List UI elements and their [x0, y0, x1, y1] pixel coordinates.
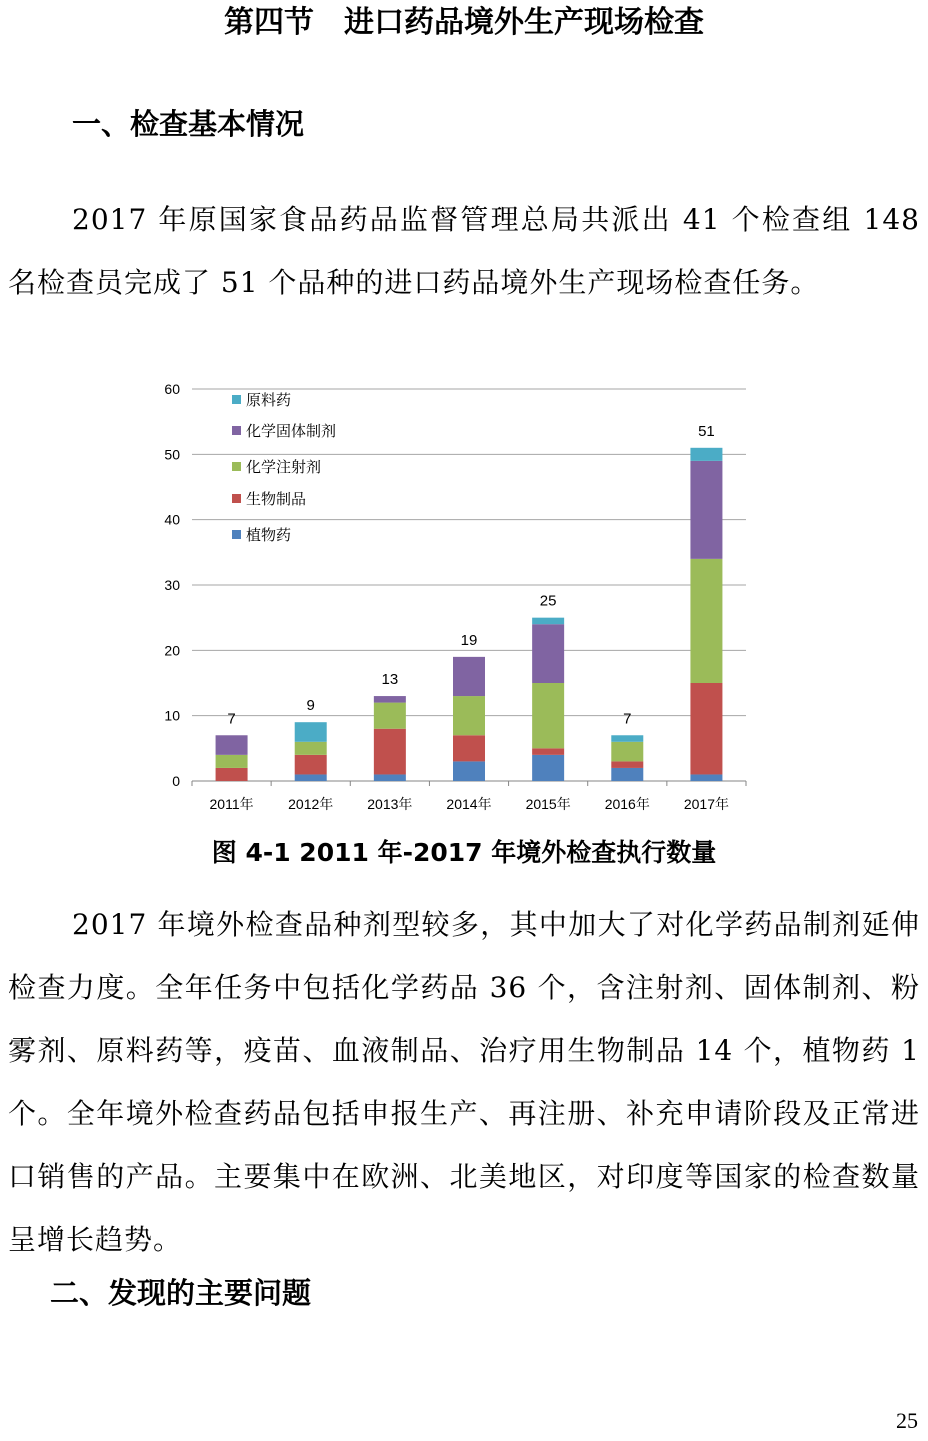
bar-segment	[611, 742, 643, 762]
bar-segment	[374, 729, 406, 775]
bar-segment	[611, 735, 643, 742]
bar-segment	[295, 742, 327, 755]
bar-segment	[532, 755, 564, 781]
y-tick-label: 10	[164, 707, 180, 724]
legend-swatch	[232, 395, 241, 404]
bar-segment	[453, 735, 485, 761]
bar-segment	[532, 618, 564, 625]
legend-label: 化学固体制剂	[246, 423, 337, 440]
bar-segment	[532, 683, 564, 748]
x-tick-label: 2011年	[209, 796, 254, 812]
legend-label: 生物制品	[246, 491, 307, 508]
legend-swatch	[232, 494, 241, 503]
heading-main-issues: 二、发现的主要问题	[50, 1276, 312, 1310]
chart-svg	[150, 372, 760, 822]
bar-segment	[611, 768, 643, 781]
bar-segment	[690, 461, 722, 559]
y-tick-label: 0	[172, 773, 180, 789]
paragraph-summary: 2017 年原国家食品药品监督管理总局共派出 41 个检查组 148 名检查员完成了 51 个品种的进口药品境外生产现场检查任务。	[8, 203, 920, 299]
bar-segment	[295, 722, 327, 742]
bar-segment	[374, 696, 406, 703]
bar-segment	[216, 755, 248, 768]
x-tick-label: 2016年	[604, 796, 650, 812]
x-tick-label: 2013年	[367, 796, 413, 812]
page-number: 25	[896, 1408, 918, 1433]
paragraph-details: 2017 年境外检查品种剂型较多，其中加大了对化学药品制剂延伸检查力度。全年任务中包括化学药品 36 个，含注射剂、固体制剂、粉雾剂、原料药等，疫苗、血液制品、治疗用生物制品 14 个，植物药 1 个。全年境外检查药品包括申报生产、再注册、补充申请阶段及正常进口销售的产品。主要集中在欧洲、北美地区，对印度等国家的检查数量呈增长趋势。	[8, 908, 920, 1256]
y-tick-label: 20	[164, 642, 180, 659]
bar-segment	[690, 774, 722, 781]
bar-total-label: 7	[227, 710, 236, 728]
bar-segment	[295, 774, 327, 781]
y-tick-label: 30	[164, 577, 180, 593]
bar-segment	[453, 696, 485, 735]
bar-total-label: 25	[539, 592, 557, 610]
legend-label: 原料药	[246, 392, 292, 409]
x-tick-label: 2014年	[446, 796, 492, 812]
figure-caption: 图 4-1 2011 年-2017 年境外检查执行数量	[211, 838, 717, 867]
bar-segment	[453, 657, 485, 696]
bar-segment	[374, 774, 406, 781]
bar-total-label: 7	[623, 710, 632, 728]
bar-segment	[532, 748, 564, 755]
bar-total-label: 19	[460, 631, 478, 649]
legend-label: 化学注射剂	[246, 459, 322, 476]
bar-total-label: 13	[381, 671, 399, 689]
bar-segment	[690, 448, 722, 461]
bar-segment	[532, 624, 564, 683]
section-title: 第四节 进口药品境外生产现场检查	[224, 5, 704, 40]
x-tick-label: 2012年	[288, 796, 334, 812]
bar-segment	[453, 761, 485, 781]
heading-basic-info: 一、检查基本情况	[72, 107, 305, 141]
x-tick-label: 2017年	[683, 796, 730, 812]
bar-total-label: 9	[306, 697, 315, 715]
bar-total-label: 51	[698, 422, 715, 440]
x-tick-label: 2015年	[525, 796, 571, 812]
legend-swatch	[232, 530, 241, 539]
bar-segment	[295, 755, 327, 775]
y-tick-label: 50	[164, 446, 180, 463]
y-tick-label: 40	[164, 511, 180, 528]
legend-swatch	[232, 462, 241, 471]
bar-segment	[216, 735, 248, 755]
bar-segment	[216, 768, 248, 781]
bar-segment	[690, 559, 722, 683]
legend-label: 植物药	[246, 527, 292, 544]
inspection-chart	[150, 372, 760, 822]
y-tick-label: 60	[164, 381, 180, 397]
bar-segment	[611, 761, 643, 768]
bar-segment	[374, 703, 406, 729]
legend-swatch	[232, 426, 241, 435]
bar-segment	[690, 683, 722, 774]
